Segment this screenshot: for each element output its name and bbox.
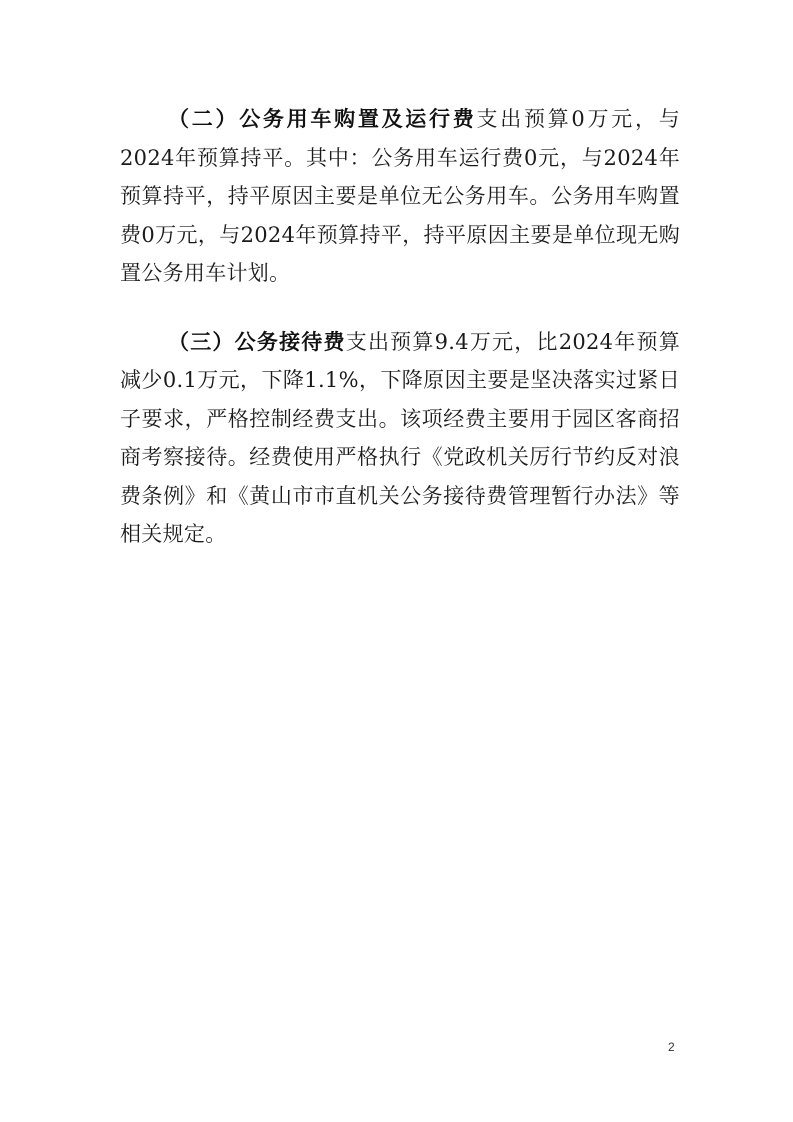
page-number: 2	[668, 1040, 675, 1054]
paragraph-vehicle-expenses	[120, 100, 680, 293]
document-body	[120, 100, 680, 584]
paragraph-heading: （三）公务接待费	[168, 329, 346, 354]
paragraph-reception-expenses	[120, 323, 680, 554]
paragraph-heading: （二）公务用车购置及运行费	[168, 107, 477, 131]
paragraph-text: 支出预算0万元，与2024年预算持平。其中：公务用车运行费0元，与2024年预算持平，持平原因主要是单位无公务用车。公务用车购置费0万元，与2024年预算持平，持平原因主要是单位现无购置公务用车计划。	[120, 107, 681, 285]
paragraph-text: 支出预算9.4万元，比2024年预算减少0.1万元，下降1.1%，下降原因主要是坚决落实过紧日子要求，严格控制经费支出。该项经费主要用于园区客商招商考察接待。经费使用严格执行《党政机关厉行节约反对浪费条例》和《黄山市市直机关公务接待费管理暂行办法》等相关规定。	[120, 329, 680, 546]
